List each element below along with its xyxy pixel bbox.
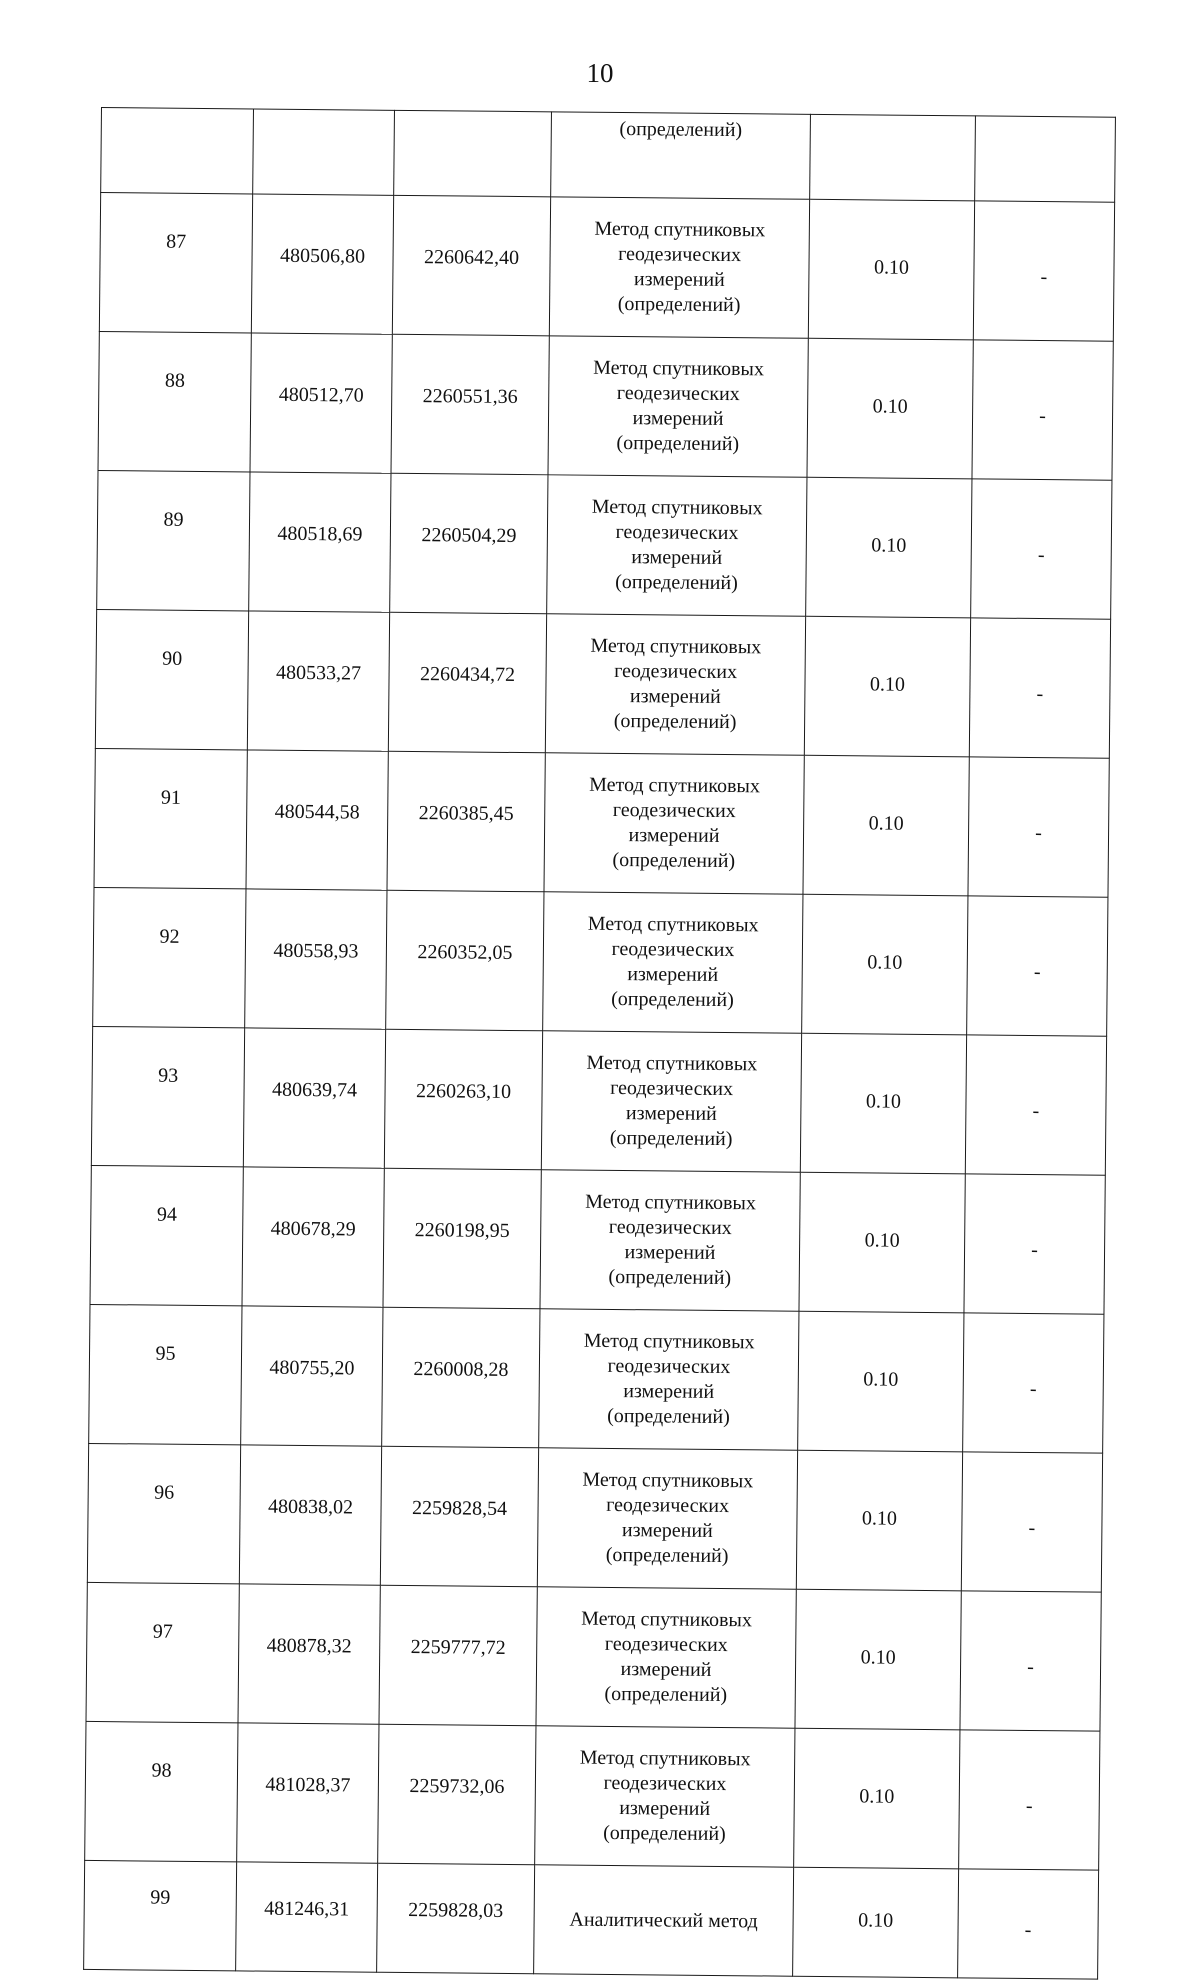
cell-note bbox=[964, 1174, 1105, 1314]
cell-point-number: 90 bbox=[95, 609, 248, 749]
table-row bbox=[94, 748, 1109, 897]
cell-y-coordinate bbox=[387, 751, 545, 892]
cell-x-coordinate bbox=[245, 889, 387, 1029]
cell-accuracy-text: 0.10 bbox=[861, 1506, 898, 1530]
cell-note-text: - bbox=[1039, 404, 1047, 427]
cell-note-text: - bbox=[1025, 1794, 1033, 1817]
table-row bbox=[86, 1582, 1101, 1731]
cell-y-coordinate-text: 2260352,05 bbox=[417, 940, 513, 964]
method-line: (определений) bbox=[612, 848, 736, 873]
method-line: измерений bbox=[632, 407, 724, 430]
cell-method bbox=[534, 1865, 794, 1976]
cell-x-coordinate bbox=[237, 1723, 379, 1863]
cell-method bbox=[545, 614, 805, 755]
table-body bbox=[84, 108, 1116, 1980]
cell-note bbox=[959, 1730, 1100, 1870]
cell-note bbox=[958, 1869, 1099, 1979]
method-line: геодезических bbox=[608, 1215, 732, 1240]
cell-accuracy-text: 0.10 bbox=[869, 672, 906, 696]
cell-method bbox=[548, 336, 808, 477]
cell-y-coordinate bbox=[383, 1168, 541, 1309]
method-line: (определений) bbox=[604, 1682, 728, 1707]
cell-x-coordinate bbox=[250, 333, 392, 473]
cell-note-text: - bbox=[1032, 1099, 1040, 1122]
cell-y-coordinate-text: 2260008,28 bbox=[413, 1357, 509, 1381]
table-row bbox=[84, 1860, 1099, 1979]
cell-x-coordinate bbox=[246, 750, 388, 890]
cell-note bbox=[961, 1452, 1102, 1592]
cell-x-coordinate bbox=[243, 1028, 385, 1168]
cell-x-coordinate-text: 480544,58 bbox=[274, 800, 360, 824]
method-line: геодезических bbox=[618, 242, 742, 267]
cell-y-coordinate bbox=[392, 195, 550, 336]
cell-y-coordinate-text: 2259828,54 bbox=[411, 1496, 508, 1520]
cell-method bbox=[549, 197, 809, 338]
cell-x-coordinate-text: 480518,69 bbox=[277, 522, 363, 546]
method-line: измерений bbox=[624, 1241, 716, 1264]
method-line: (определений) bbox=[607, 1404, 730, 1429]
cell-x-coordinate bbox=[251, 194, 393, 334]
cell-x-coordinate-text: 481028,37 bbox=[265, 1773, 351, 1796]
cell-note-text: - bbox=[1033, 960, 1041, 983]
cell-y-coordinate-text: 2260263,10 bbox=[415, 1079, 512, 1103]
method-line: Метод спутниковых bbox=[587, 912, 759, 937]
cell-y-coordinate-text: 2259732,06 bbox=[409, 1774, 505, 1798]
cell-accuracy-text: 0.10 bbox=[865, 1089, 902, 1113]
table-row bbox=[99, 193, 1114, 342]
cell-x-coordinate bbox=[241, 1306, 383, 1446]
method-line: Метод спутниковых bbox=[593, 356, 765, 381]
cell-method bbox=[535, 1726, 795, 1867]
cell-note bbox=[968, 757, 1109, 897]
cell-accuracy-text: 0.10 bbox=[868, 811, 904, 835]
coordinates-table bbox=[83, 107, 1116, 1980]
method-line: геодезических bbox=[616, 381, 740, 406]
cell-empty bbox=[253, 109, 395, 195]
cell-accuracy bbox=[794, 1728, 960, 1869]
cell-y-coordinate bbox=[382, 1307, 540, 1448]
method-line: измерений bbox=[625, 1102, 717, 1125]
method-line: геодезических bbox=[612, 798, 736, 823]
method-line: Метод спутниковых bbox=[586, 1051, 758, 1076]
method-line: Аналитический метод bbox=[569, 1908, 758, 1932]
cell-accuracy-text: 0.10 bbox=[864, 1228, 900, 1252]
method-line: измерений bbox=[628, 824, 720, 847]
coordinates-table-wrapper bbox=[83, 107, 1115, 1980]
cell-accuracy-text: 0.10 bbox=[863, 1367, 899, 1391]
cell-y-coordinate-text: 2259828,03 bbox=[408, 1898, 504, 1922]
cell-x-coordinate bbox=[238, 1584, 380, 1724]
cell-empty bbox=[101, 108, 254, 194]
cell-note-text: - bbox=[1036, 682, 1044, 705]
table-row bbox=[89, 1304, 1104, 1453]
method-line: измерений bbox=[631, 546, 723, 569]
method-line: Метод спутниковых bbox=[590, 634, 762, 659]
method-line: (определений) bbox=[616, 431, 740, 456]
method-line: Метод спутниковых bbox=[579, 1746, 751, 1771]
method-line: геодезических bbox=[614, 659, 738, 684]
cell-empty bbox=[394, 110, 552, 197]
cell-point-number: 99 bbox=[84, 1860, 237, 1970]
cell-note-text: - bbox=[1028, 1516, 1036, 1539]
cell-accuracy bbox=[793, 1867, 959, 1978]
method-line: (определений) bbox=[613, 709, 737, 734]
cell-accuracy bbox=[799, 1172, 965, 1313]
method-line: Метод спутниковых bbox=[594, 217, 766, 242]
cell-accuracy bbox=[796, 1450, 962, 1591]
cell-note-text: - bbox=[1037, 543, 1045, 566]
cell-method-continuation: (определений) bbox=[551, 112, 811, 199]
method-line: геодезических bbox=[615, 520, 739, 545]
cell-accuracy bbox=[800, 1033, 966, 1174]
cell-x-coordinate-text: 480506,80 bbox=[279, 244, 366, 268]
method-line: (определений) bbox=[605, 1543, 729, 1568]
cell-accuracy-text: 0.10 bbox=[859, 1784, 895, 1808]
cell-note bbox=[973, 201, 1114, 341]
cell-y-coordinate bbox=[377, 1863, 535, 1974]
cell-x-coordinate bbox=[239, 1445, 381, 1585]
cell-accuracy bbox=[802, 894, 968, 1035]
table-row bbox=[97, 470, 1112, 619]
table-row bbox=[93, 887, 1108, 1036]
cell-point-number: 97 bbox=[86, 1582, 239, 1722]
cell-y-coordinate bbox=[386, 890, 544, 1031]
cell-method bbox=[543, 892, 803, 1033]
cell-x-coordinate-text: 480678,29 bbox=[270, 1217, 356, 1240]
table-row-continuation bbox=[101, 108, 1116, 203]
cell-accuracy-text: 0.10 bbox=[871, 533, 907, 557]
cell-point-number: 89 bbox=[97, 470, 250, 610]
cell-x-coordinate-text: 480878,32 bbox=[266, 1634, 352, 1657]
cell-method bbox=[544, 753, 804, 894]
method-line: геодезических bbox=[611, 937, 735, 962]
cell-method bbox=[537, 1448, 797, 1589]
method-line: геодезических bbox=[610, 1076, 734, 1101]
cell-y-coordinate-text: 2259777,72 bbox=[410, 1635, 506, 1659]
cell-accuracy-text: 0.10 bbox=[872, 394, 908, 418]
cell-accuracy-text: 0.10 bbox=[858, 1908, 894, 1932]
cell-x-coordinate-text: 480533,27 bbox=[275, 661, 362, 685]
method-line: Метод спутниковых bbox=[589, 773, 761, 798]
method-line: геодезических bbox=[604, 1632, 728, 1657]
method-line: геодезических bbox=[606, 1493, 730, 1518]
cell-point-number: 87 bbox=[99, 193, 252, 333]
cell-method bbox=[547, 475, 807, 616]
table-row bbox=[98, 331, 1113, 480]
method-line: (определений) bbox=[609, 1126, 733, 1151]
method-line: Метод спутниковых bbox=[583, 1329, 755, 1354]
method-line: Метод спутниковых bbox=[582, 1468, 754, 1493]
cell-point-number: 95 bbox=[89, 1304, 242, 1444]
method-line: (определений) bbox=[617, 292, 741, 317]
cell-accuracy-text: 0.10 bbox=[867, 950, 903, 974]
cell-note bbox=[965, 1035, 1106, 1175]
table-row bbox=[95, 609, 1110, 758]
cell-note-text: - bbox=[1031, 1238, 1039, 1261]
cell-y-coordinate bbox=[380, 1446, 538, 1587]
cell-y-coordinate bbox=[384, 1029, 542, 1170]
method-line: измерений bbox=[623, 1380, 715, 1403]
cell-y-coordinate bbox=[391, 334, 549, 475]
cell-accuracy bbox=[806, 477, 972, 618]
method-line: (определений) bbox=[608, 1265, 732, 1290]
method-line: измерений bbox=[621, 1519, 713, 1542]
method-line: геодезических bbox=[607, 1354, 731, 1379]
cell-y-coordinate bbox=[379, 1585, 537, 1726]
cell-note bbox=[960, 1591, 1101, 1731]
cell-x-coordinate bbox=[236, 1862, 378, 1972]
cell-note-text: - bbox=[1029, 1377, 1037, 1400]
method-line: (определений) bbox=[603, 1821, 726, 1846]
cell-accuracy bbox=[808, 199, 974, 340]
page-number: 10 bbox=[586, 58, 614, 88]
cell-empty bbox=[810, 114, 976, 201]
cell-y-coordinate bbox=[378, 1724, 536, 1865]
cell-y-coordinate-text: 2260434,72 bbox=[419, 662, 516, 686]
method-line: (определений) bbox=[615, 570, 738, 595]
cell-note-text: - bbox=[1040, 265, 1048, 288]
cell-note-text: - bbox=[1024, 1918, 1032, 1941]
cell-y-coordinate-text: 2260642,40 bbox=[423, 245, 520, 269]
cell-y-coordinate-text: 2260504,29 bbox=[421, 523, 517, 547]
table-row bbox=[87, 1443, 1102, 1592]
cell-x-coordinate-text: 480838,02 bbox=[267, 1495, 354, 1518]
cell-point-number: 91 bbox=[94, 748, 247, 888]
cell-y-coordinate-text: 2260385,45 bbox=[418, 801, 514, 825]
cell-y-coordinate bbox=[390, 473, 548, 614]
method-line: (определений) bbox=[611, 987, 734, 1012]
cell-accuracy-text: 0.10 bbox=[873, 255, 910, 279]
method-line: Метод спутниковых bbox=[591, 495, 763, 520]
cell-x-coordinate bbox=[249, 472, 391, 612]
method-line: измерений bbox=[627, 963, 719, 986]
cell-note bbox=[972, 340, 1113, 480]
method-line: измерений bbox=[619, 1797, 711, 1820]
cell-y-coordinate-text: 2260551,36 bbox=[422, 384, 518, 408]
cell-point-number: 93 bbox=[91, 1026, 244, 1166]
table-row bbox=[85, 1721, 1100, 1870]
cell-accuracy bbox=[798, 1311, 964, 1452]
cell-method bbox=[540, 1170, 800, 1311]
cell-point-number: 88 bbox=[98, 331, 251, 471]
cell-note-text: - bbox=[1027, 1655, 1035, 1678]
cell-y-coordinate bbox=[388, 612, 546, 753]
cell-note bbox=[963, 1313, 1104, 1453]
cell-note-text: - bbox=[1035, 821, 1043, 844]
cell-note bbox=[967, 896, 1108, 1036]
cell-x-coordinate-text: 480755,20 bbox=[269, 1356, 355, 1379]
cell-note bbox=[969, 618, 1110, 758]
cell-point-number: 92 bbox=[93, 887, 246, 1027]
method-line: Метод спутниковых bbox=[585, 1190, 757, 1215]
method-line: измерений bbox=[633, 268, 725, 291]
cell-point-number: 98 bbox=[85, 1721, 238, 1861]
cell-accuracy bbox=[803, 755, 969, 896]
table-row bbox=[90, 1165, 1105, 1314]
cell-method bbox=[541, 1031, 801, 1172]
method-line: измерений bbox=[620, 1658, 712, 1681]
cell-point-number: 96 bbox=[87, 1443, 240, 1583]
cell-x-coordinate-text: 480512,70 bbox=[278, 383, 364, 407]
cell-point-number: 94 bbox=[90, 1165, 243, 1305]
method-line: геодезических bbox=[603, 1771, 727, 1796]
cell-x-coordinate-text: 481246,31 bbox=[264, 1897, 350, 1920]
method-line: Метод спутниковых bbox=[581, 1607, 752, 1632]
cell-accuracy bbox=[804, 616, 970, 757]
cell-x-coordinate bbox=[247, 611, 389, 751]
cell-accuracy bbox=[795, 1589, 961, 1730]
cell-accuracy-text: 0.10 bbox=[860, 1645, 896, 1669]
cell-accuracy bbox=[807, 338, 973, 479]
cell-y-coordinate-text: 2260198,95 bbox=[414, 1218, 510, 1242]
method-line: измерений bbox=[629, 685, 721, 708]
table-row bbox=[91, 1026, 1106, 1175]
cell-x-coordinate bbox=[242, 1167, 384, 1307]
cell-method bbox=[536, 1587, 796, 1728]
cell-x-coordinate-text: 480639,74 bbox=[271, 1078, 358, 1102]
cell-empty bbox=[975, 116, 1116, 202]
cell-note bbox=[971, 479, 1112, 619]
cell-x-coordinate-text: 480558,93 bbox=[273, 939, 359, 963]
cell-method bbox=[539, 1309, 799, 1450]
